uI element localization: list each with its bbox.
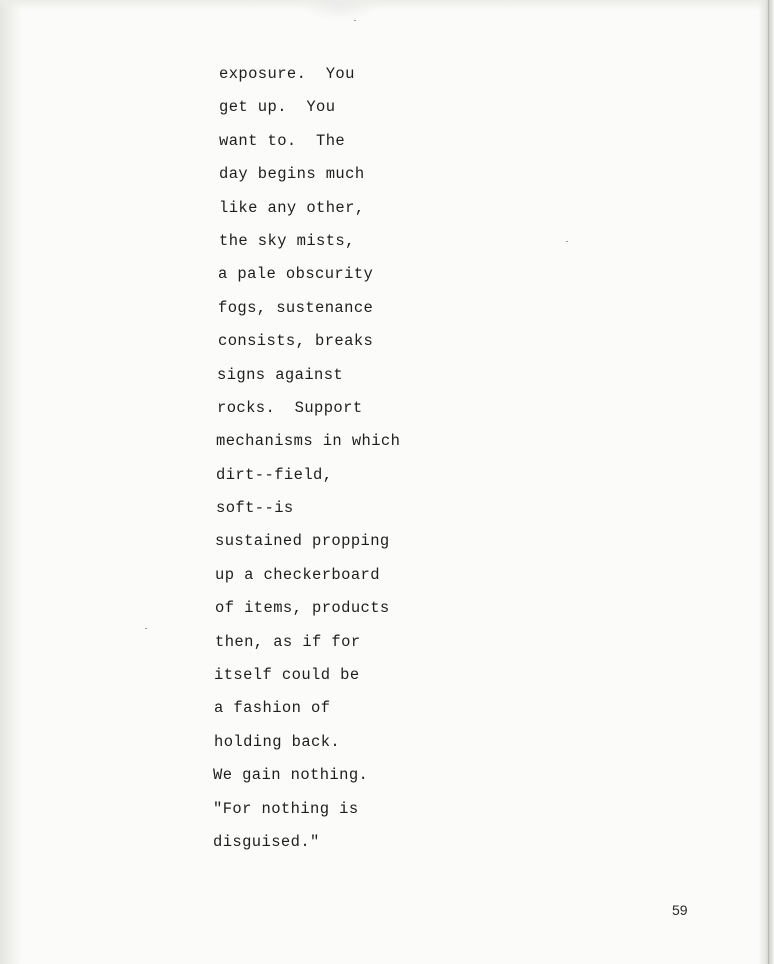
poem-line: a pale obscurity — [218, 265, 374, 284]
page-right-edge — [758, 0, 774, 964]
poem-line: soft--is — [216, 499, 294, 518]
poem-line: dirt--field, — [216, 465, 333, 484]
scan-speck — [566, 241, 568, 242]
poem-line: the sky mists, — [219, 231, 355, 250]
scan-speck — [354, 20, 356, 21]
poem-line: mechanisms in which — [216, 432, 401, 451]
poem-line: rocks. Support — [217, 398, 363, 417]
poem-line: then, as if for — [215, 632, 361, 651]
poem-line: day begins much — [219, 165, 365, 184]
poem-line: want to. The — [219, 131, 346, 150]
poem-line: get up. You — [219, 98, 336, 117]
scan-speck — [145, 628, 147, 629]
poem-line: up a checkerboard — [215, 565, 380, 584]
poem-line: a fashion of — [214, 699, 331, 718]
binding-shadow — [0, 0, 22, 964]
poem-line: of items, products — [215, 599, 390, 618]
poem-line: itself could be — [214, 666, 360, 685]
poem-line: disguised." — [213, 832, 320, 851]
top-edge-shadow — [0, 0, 774, 10]
poem-line: "For nothing is — [213, 799, 359, 818]
poem-line: We gain nothing. — [213, 766, 369, 785]
poem-line: holding back. — [214, 732, 341, 751]
poem-line: fogs, sustenance — [218, 298, 374, 317]
poem-line: exposure. You — [219, 65, 355, 83]
poem-line: sustained propping — [215, 532, 390, 551]
page-number: 59 — [672, 902, 688, 918]
poem-text — [212, 64, 400, 865]
poem-line: like any other, — [219, 198, 365, 217]
page-curl — [300, 0, 380, 22]
poem-line: consists, breaks — [218, 332, 374, 351]
page-edge-line — [768, 0, 769, 964]
poem-line: signs against — [217, 365, 344, 384]
